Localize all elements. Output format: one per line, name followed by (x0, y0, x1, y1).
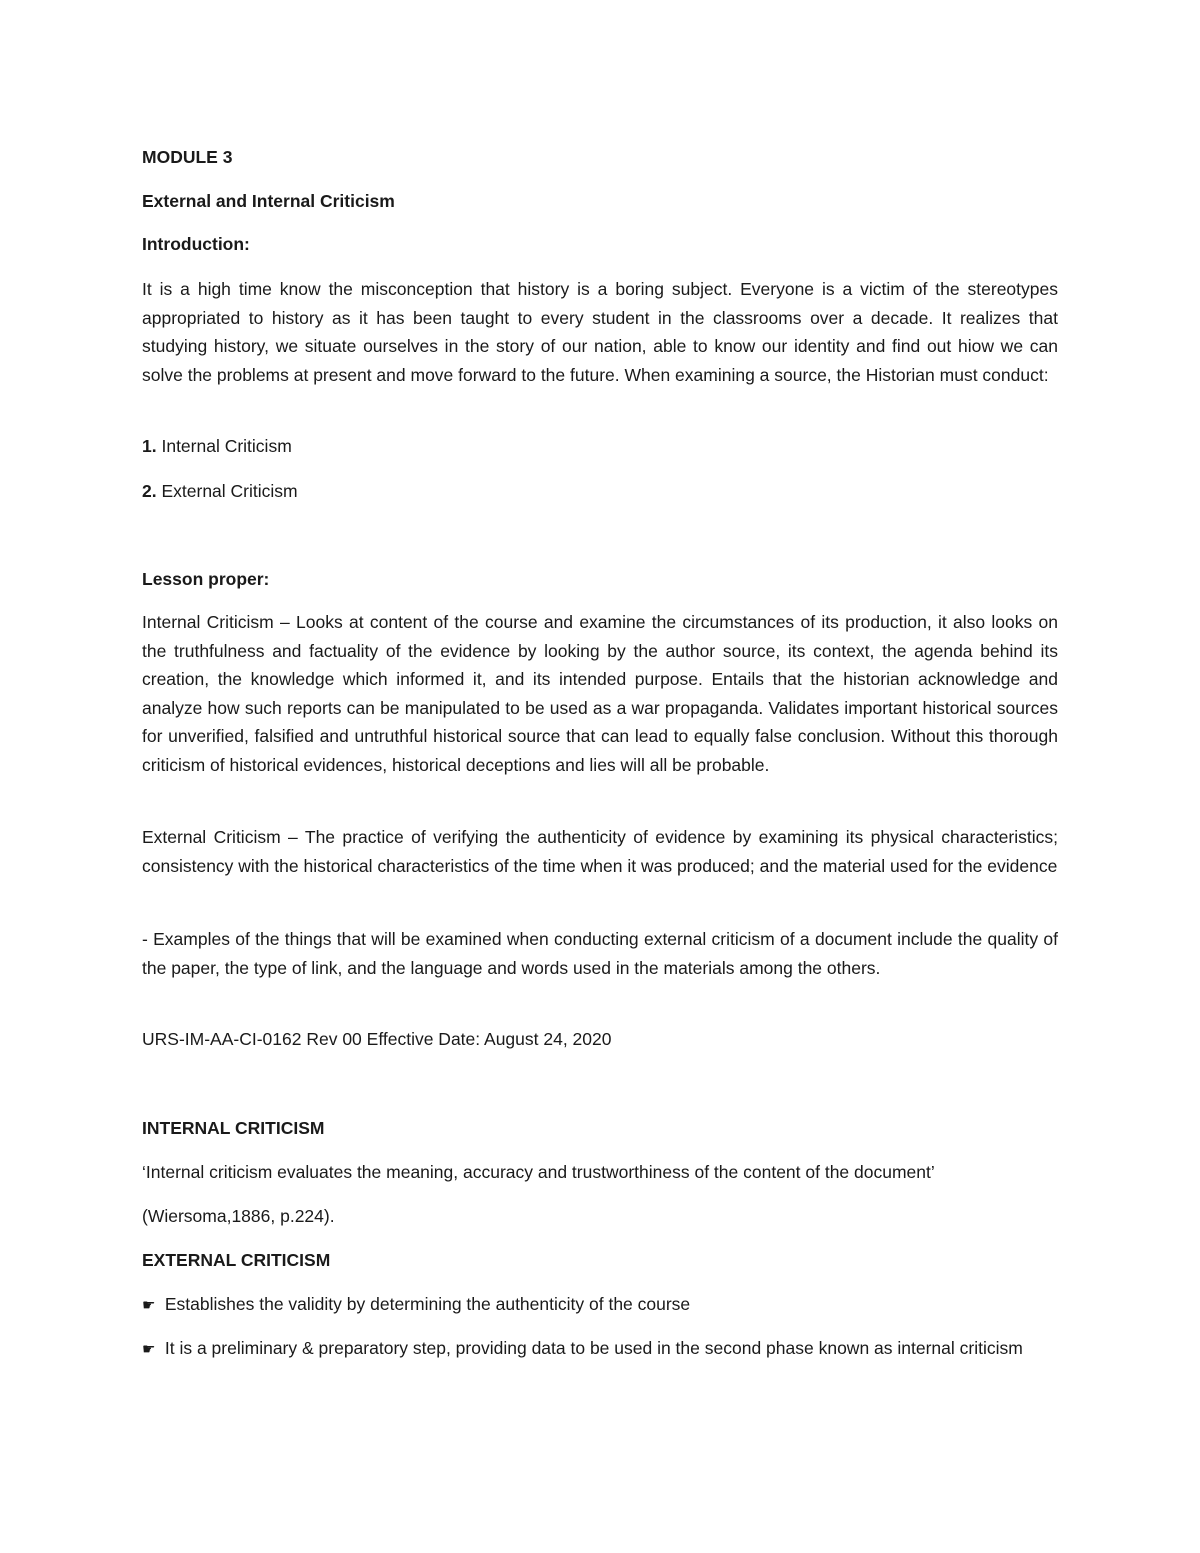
criticism-list-item-2 (142, 477, 1058, 506)
list-number: 1. (142, 436, 157, 456)
bullet-item (142, 1334, 1058, 1365)
document-title: External and Internal Criticism (142, 191, 395, 211)
bullet-item (142, 1290, 1058, 1321)
examples-paragraph: - Examples of the things that will be examined when conducting external criticism of a document include the quality of the paper, the type of link, and the language and words used in the materials among the others. (142, 929, 1058, 978)
bullet-text: Establishes the validity by determining the authenticity of the course (164, 1294, 691, 1314)
lesson-heading: Lesson proper: (142, 569, 270, 589)
internal-criticism-heading: INTERNAL CRITICISM (142, 1118, 325, 1138)
bullet-text: It is a preliminary & preparatory step, providing data to be used in the second phase known as internal criticism (164, 1338, 1023, 1358)
module-heading: MODULE 3 (142, 147, 233, 167)
document-code: URS-IM-AA-CI-0162 Rev 00 Effective Date: August 24, 2020 (142, 1029, 612, 1049)
internal-criticism-quote: ‘Internal criticism evaluates the meaning, accuracy and trustworthiness of the content of the document’ (142, 1162, 935, 1182)
introduction-heading: Introduction: (142, 234, 250, 254)
list-number: 2. (142, 481, 157, 501)
list-text: External Criticism (156, 481, 298, 501)
internal-criticism-paragraph: Internal Criticism – Looks at content of the course and examine the circumstances of its production, it also looks on the truthfulness and factuality of the evidence by looking by the author source, its context, the agenda behind its creation, the knowledge which informed it, and its intended purpose. Entails that the historian acknowledge and analyze how such reports can be manipulated to be used as a war propaganda. Validates important historical sources for unverified, falsified and untruthful historical source that can lead to equally false conclusion. Without this thorough criticism of historical evidences, historical deceptions and lies will all be probable. (142, 612, 1058, 775)
citation: (Wiersoma,1886, p.224). (142, 1206, 335, 1226)
introduction-paragraph: It is a high time know the misconception that history is a boring subject. Everyone is a victim of the stereotypes appropriated to history as it has been taught to every student in the classrooms over a decade. It realizes that studying history, we situate ourselves in the story of our nation, able to know our identity and find out hiow we can solve the problems at present and move forward to the future. When examining a source, the Historian must conduct: (142, 279, 1058, 385)
pointing-hand-icon: ☛ (142, 1341, 156, 1358)
external-criticism-heading: EXTERNAL CRITICISM (142, 1250, 331, 1270)
pointing-hand-icon: ☛ (142, 1297, 156, 1314)
criticism-list-item-1 (142, 432, 1058, 461)
list-text: Internal Criticism (156, 436, 292, 456)
external-criticism-paragraph: External Criticism – The practice of verifying the authenticity of evidence by examining its physical characteristics; consistency with the historical characteristics of the time when it was produced; and the material used for the evidence (142, 827, 1058, 876)
